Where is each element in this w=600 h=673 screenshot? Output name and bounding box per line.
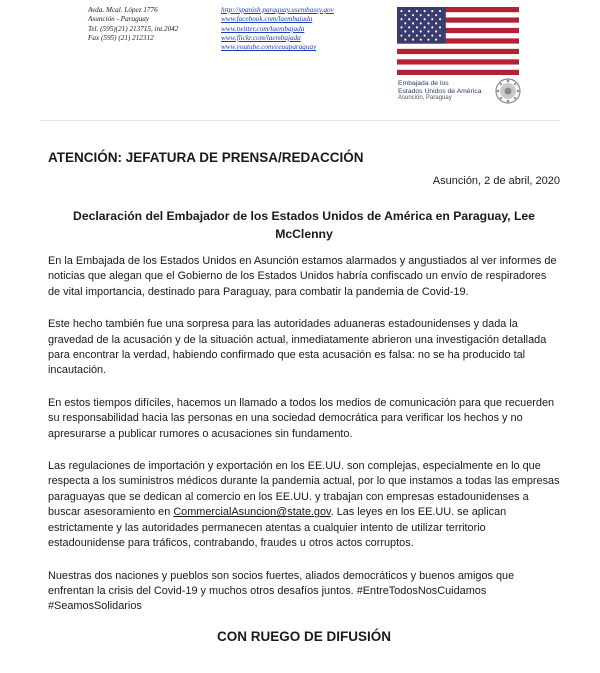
flickr-link[interactable]: www.flickr.com/laembajada (221, 33, 301, 42)
embassy-name-line: Estados Unidos de América (398, 87, 482, 95)
header-divider (40, 120, 560, 121)
website-link[interactable]: http://spanish.paraguay.usembassy.gov (221, 6, 334, 14)
paragraph-text: Las regulaciones de importación y exportación en los EE.UU. son complejas, especialmente en lo que respecta a los suministros médicos durante la pandemia actual, por lo que instamos a todas las empresas paraguayas que se dedican al comercio en los EE.UU. y trabajan con empresas estadounidenses a buscar asesoramiento en (48, 460, 560, 519)
press-release-body (48, 150, 560, 644)
us-flag-icon (397, 7, 519, 75)
release-date: Asunción, 2 de abril, 2020 (432, 175, 560, 187)
fax-line: Fax (595) (21) 212312 (88, 33, 154, 42)
paragraph (48, 459, 560, 551)
commercial-email-link[interactable]: CommercialAsuncion@state.gov (173, 506, 331, 519)
youtube-link[interactable]: www.youtube.com/eeuuparaguay (221, 43, 317, 52)
paragraph: Nuestras dos naciones y pueblos son socios fuertes, aliados democráticos y buenos amigos que enfrentan la crisis del Covid-19 y muchos otros desafíos juntos. #EntreTodosNosCuidamos #SeamosSolidarios (48, 569, 515, 613)
paragraph-text: . Las leyes en los EE.UU. se aplican estrictamente y las autoridades permanecen atentas a cualquier intento de utilizar territorio estadounidense para tráficos, contrabando, fraudes u otros actos corruptos. (48, 506, 507, 550)
embassy-address (88, 6, 178, 43)
embassy-links (221, 6, 334, 52)
facebook-link[interactable]: www.facebook.com/laembajada (221, 15, 313, 24)
statement-title: Declaración del Embajador de los Estados Unidos de América en Paraguay, Lee McClenny (73, 209, 535, 241)
paragraph: En la Embajada de los Estados Unidos en Asunción estamos alarmados y angustiados al ver informes de noticias que alegan que el Gobierno de los Estados Unidos habría confiscado un envío de respiradores de vital importancia, destinado para Paraguay, para combatir la pandemia de Covid-19. (48, 255, 557, 298)
closing-note: CON RUEGO DE DIFUSIÓN (216, 628, 391, 644)
paragraph: Este hecho también fue una sorpresa para las autoridades aduaneras estadounidenses y dada la gravedad de la acusación y de la situación actual, inmediatamente abrieron una investigación detallada para encontrar la verdad, habiendo confirmado que esta acusación es falsa: no se ha producido tal incautación. (48, 318, 547, 377)
twitter-link[interactable]: www.twitter.com/laembajada (221, 24, 305, 33)
embassy-seal-icon (495, 78, 521, 104)
attention-heading: ATENCIÓN: JEFATURA DE PRENSA/REDACCIÓN (48, 150, 364, 165)
embassy-city: Asunción, Paraguay (398, 95, 452, 102)
address-line: Avda. Mcal. López 1776 (88, 6, 158, 14)
address-line: Asunción - Paraguay (88, 15, 150, 24)
embassy-name (398, 80, 482, 103)
paragraph: En estos tiempos difíciles, hacemos un llamado a todos los medios de comunicación para que recuerden su responsabilidad hacia las personas en una sociedad democrática para verificar los hechos y no apresurarse a publicar rumores o acusaciones sin fundamento. (48, 396, 555, 440)
phone-line: Tel. (595)(21) 213715, int.2042 (88, 24, 179, 33)
letterhead (0, 0, 600, 115)
embassy-name-line: Embajada de los (398, 80, 449, 87)
